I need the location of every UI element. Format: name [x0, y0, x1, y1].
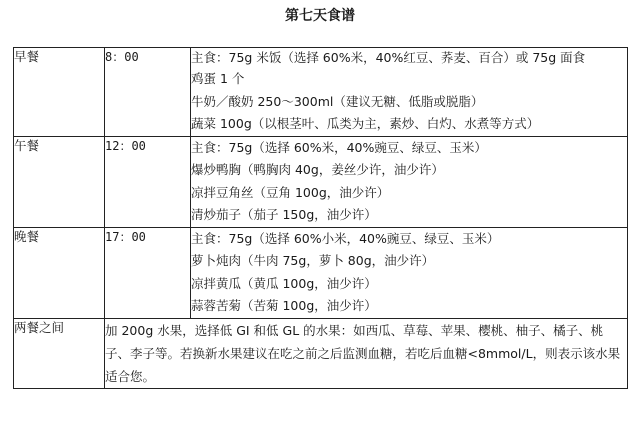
menu-item: 凉拌豆角丝（豆角 100g，油少许）: [191, 184, 390, 200]
meal-time: 17：00: [105, 227, 191, 318]
menu-item: 主食：75g（选择 60%米，40%豌豆、绿豆、玉米）: [191, 139, 487, 155]
menu-item: 蒜蓉苦菊（苦菊 100g，油少许）: [191, 298, 377, 313]
meal-items: [191, 136, 628, 227]
meal-name: 午餐: [14, 136, 105, 227]
menu-item: 清炒茄子（茄子 150g，油少许）: [191, 207, 377, 222]
menu-item: 萝卜炖肉（牛肉 75g，萝卜 80g，油少许）: [191, 253, 435, 268]
between-meals-label: 两餐之间: [14, 318, 105, 388]
menu-item: 牛奶／酸奶 250～300ml（建议无糖、低脂或脱脂）: [191, 93, 484, 109]
between-meals-text: 加 200g 水果，选择低 GI 和低 GL 的水果：如西瓜、草莓、苹果、樱桃、柚子、橘子、桃子、李子等。若换新水果建议在吃之前之后监测血糖，若吃后血糖<8mmol/L，则表示该水果适合您。: [105, 318, 628, 388]
meal-name: 晚餐: [14, 227, 105, 318]
table-row-breakfast: [14, 48, 628, 137]
menu-item: 爆炒鸭胸（鸭胸肉 40g，姜丝少许，油少许）: [191, 162, 444, 177]
menu-item: 主食：75g 米饭（选择 60%米，40%红豆、荞麦、百合）或 75g 面食: [191, 50, 586, 65]
menu-item: 凉拌黄瓜（黄瓜 100g，油少许）: [191, 275, 377, 291]
table-row-between-meals: [14, 318, 628, 388]
menu-table: [13, 47, 628, 389]
menu-item: 鸡蛋 1 个: [191, 71, 245, 86]
table-row-lunch: [14, 136, 628, 227]
meal-time: 12：00: [105, 136, 191, 227]
table-row-dinner: [14, 227, 628, 318]
menu-item: 蔬菜 100g（以根茎叶、瓜类为主，素炒、白灼、水煮等方式）: [191, 116, 540, 131]
menu-item: 主食：75g（选择 60%小米，40%豌豆、绿豆、玉米）: [191, 230, 500, 246]
meal-items: [191, 227, 628, 318]
meal-time: 8：00: [105, 48, 191, 137]
meal-name: 早餐: [14, 48, 105, 137]
meal-items: [191, 48, 628, 137]
page-title: 第七天食谱: [285, 8, 355, 24]
